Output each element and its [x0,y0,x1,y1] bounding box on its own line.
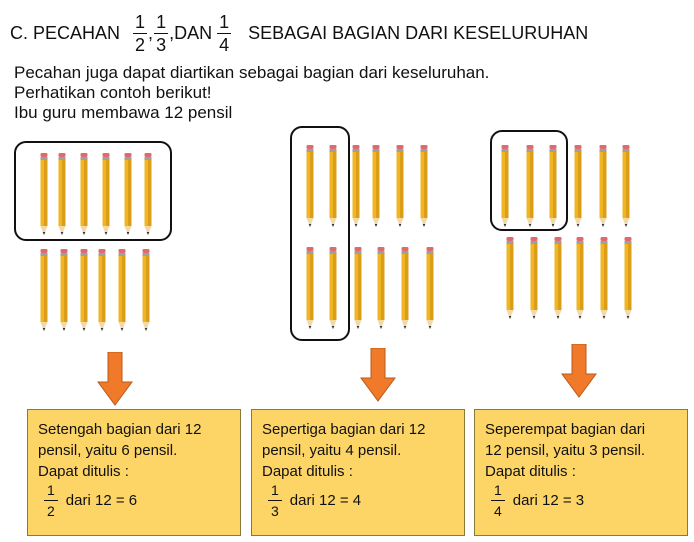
group-box-third [290,126,350,341]
pencil-icon [306,145,314,227]
pencil-icon [144,153,152,235]
pencil-icon [372,145,380,227]
pencil-icon [622,145,630,227]
pencil-icon [80,249,88,331]
section-heading: C. PECAHAN $\frac{1}{2}$ , $\frac{1}{3}$ ,DAN $\frac{1}{4}$ SEBAGAI BAGIAN DARI KESELURUHAN [10,11,589,55]
pencil-icon [377,247,385,329]
pencil-icon [124,153,132,235]
intro-line-3: Ibu guru membawa 12 pensil [14,103,233,122]
card-fraction-expression [262,483,456,518]
fraction: $\frac{1}{4}$ [491,483,505,518]
card-fraction-expression [485,483,679,518]
card-text-line: pensil, yaitu 6 pensil. [38,442,178,459]
pencil-icon [118,249,126,331]
pencil-icon [142,249,150,331]
pencil-icon [501,145,509,227]
pencil-icon [574,145,582,227]
heading-fraction-third: $\frac{1}{3}$ [156,11,167,55]
pencil-icon [329,145,337,227]
pencil-icon [306,247,314,329]
explanation-card-quarter [474,409,688,536]
pencil-icon [60,249,68,331]
fraction: $\frac{1}{3}$ [268,483,282,518]
pencil-icon [80,153,88,235]
pencil-icon [599,145,607,227]
card-text-line: Setengah bagian dari 12 [38,421,202,438]
pencil-icon [530,237,538,319]
pencil-icon [401,247,409,329]
card-text-line: Dapat ditulis : [262,463,353,480]
card-fraction-expression [38,483,232,518]
pencil-icon [506,237,514,319]
pencil-icon [549,145,557,227]
pencil-icon [526,145,534,227]
pencil-icon [426,247,434,329]
intro-line-1: Pecahan juga dapat diartikan sebagai bagian dari keseluruhan. [14,63,490,82]
arrow-down-icon [97,352,133,406]
explanation-card-third [251,409,465,536]
pencil-icon [40,153,48,235]
pencil-icon [102,153,110,235]
arrow-down-icon [561,344,597,398]
pencil-icon [576,237,584,319]
pencil-icon [624,237,632,319]
arrow-down-icon [360,348,396,402]
pencil-icon [352,145,360,227]
pencil-icon [40,249,48,331]
card-text-line: Dapat ditulis : [38,463,129,480]
pencil-icon [396,145,404,227]
fraction: $\frac{1}{2}$ [44,483,58,518]
expression-text: dari 12 = 4 [289,492,362,509]
pencil-icon [600,237,608,319]
pencil-icon [98,249,106,331]
heading-fraction-half: $\frac{1}{2}$ [135,11,146,55]
intro-line-2: Perhatikan contoh berikut! [14,83,212,102]
heading-fraction-quarter: $\frac{1}{4}$ [219,11,230,55]
explanation-card-half [27,409,241,536]
card-text-line: Sepertiga bagian dari 12 [262,421,426,438]
card-text-line: 12 pensil, yaitu 3 pensil. [485,442,646,459]
heading-suffix: SEBAGAI BAGIAN DARI KESELURUHAN [248,22,589,43]
expression-text: dari 12 = 3 [512,492,585,509]
expression-text: dari 12 = 6 [65,492,138,509]
pencil-icon [420,145,428,227]
pencil-icon [329,247,337,329]
pencil-icon [554,237,562,319]
heading-prefix: C. PECAHAN [10,22,121,43]
card-text-line: Seperempat bagian dari [485,421,646,438]
card-text-line: pensil, yaitu 4 pensil. [262,442,402,459]
pencil-icon [354,247,362,329]
pencil-icon [58,153,66,235]
card-text-line: Dapat ditulis : [485,463,576,480]
